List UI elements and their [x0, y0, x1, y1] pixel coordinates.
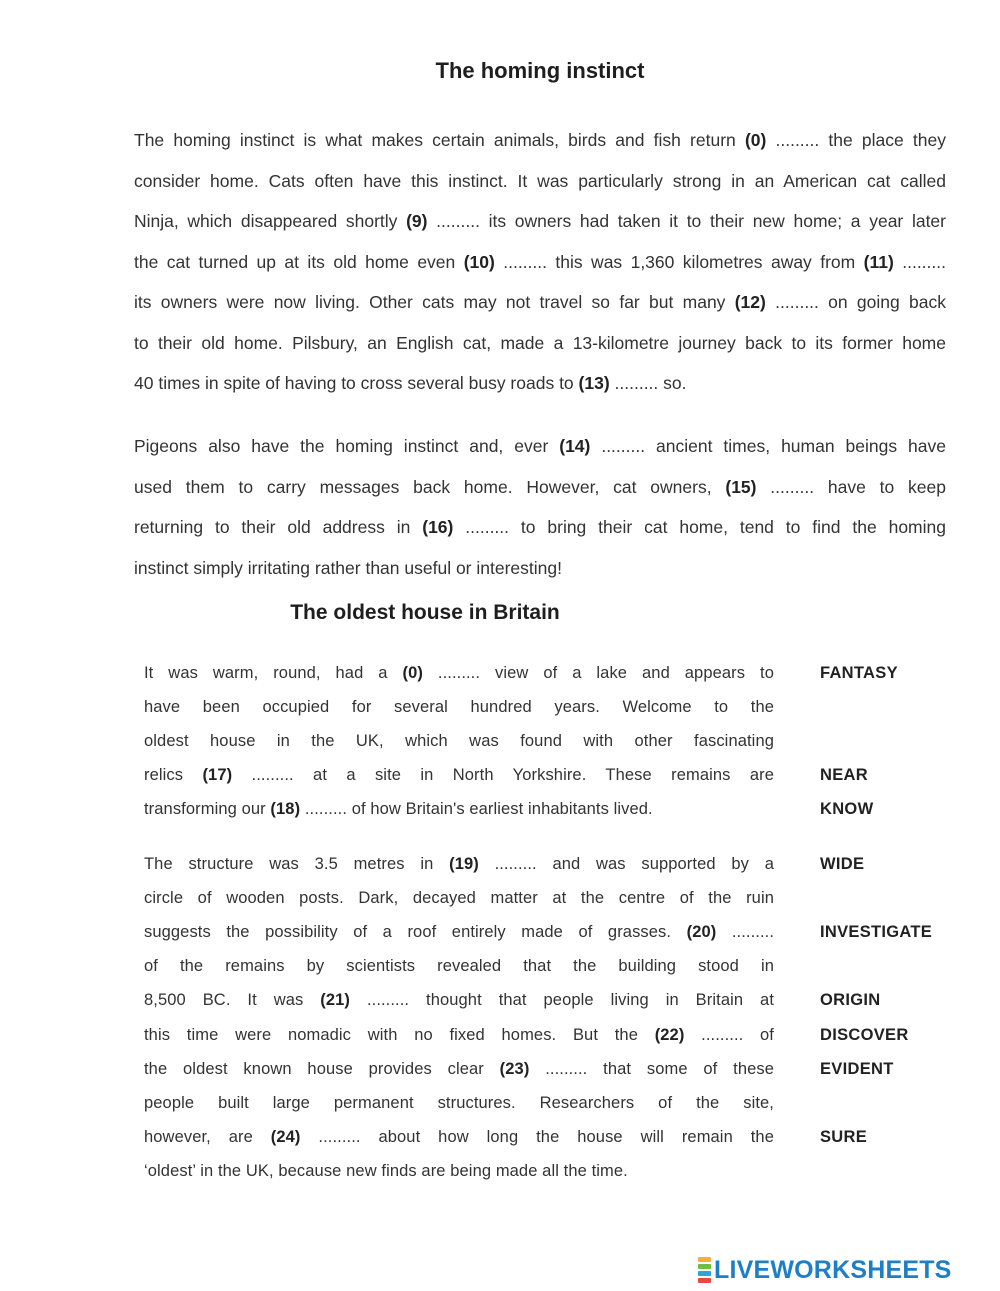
text-line [134, 426, 946, 467]
text-segment: to their old home. Pilsbury, an English cat, made a 13-kilometre journey back to its former home [134, 332, 946, 353]
text-segment: relics [144, 766, 203, 785]
text-row [0, 724, 1000, 758]
row-text [144, 847, 774, 881]
gap-number: (18) [270, 800, 301, 819]
row-text [144, 1154, 774, 1188]
gap-number: (15) [725, 476, 757, 497]
row-text [144, 1018, 774, 1052]
gap-number: (24) [270, 1127, 301, 1146]
text-row [0, 1120, 1000, 1154]
text-row [0, 1018, 1000, 1052]
text-line [134, 282, 946, 323]
text-segment: ......... and was supported by a [478, 855, 774, 873]
text-segment: ......... at a site in North Yorkshire. These remains are [232, 766, 774, 785]
text-line [134, 161, 946, 202]
text-segment: oldest house in the UK, which was found with other fascinating [144, 732, 774, 751]
text-segment: ......... have to keep [756, 476, 946, 497]
paragraph-homing-1 [134, 120, 946, 404]
text-segment: The homing instinct is what makes certain animals, birds and fish return [134, 130, 745, 150]
text-row [0, 758, 1000, 792]
text-segment: ......... view of a lake and appears to [422, 664, 774, 682]
text-segment: instinct simply irritating rather than useful or interesting! [134, 557, 562, 578]
text-segment: have been occupied for several hundred years. Welcome to the [144, 698, 774, 717]
text-row [0, 949, 1000, 983]
text-segment: ......... on going back [765, 292, 946, 312]
keyword: WIDE [820, 855, 865, 873]
logo-color-bar [698, 1264, 711, 1269]
text-line [134, 242, 946, 283]
text-segment: 40 times in spite of having to cross several busy roads to [134, 373, 579, 393]
text-segment: returning to their old address in [134, 517, 423, 537]
gap-number: (10) [463, 251, 495, 272]
text-segment: people built large permanent structures. Researchers of the site, [144, 1093, 774, 1112]
text-row [0, 1052, 1000, 1086]
text-segment: ......... so. [609, 373, 687, 393]
liveworksheets-logo-icon [698, 1257, 711, 1283]
text-segment: Ninja, which disappeared shortly [134, 211, 407, 231]
text-segment: ......... this was 1,360 kilometres away from [494, 251, 864, 272]
text-segment: ......... to bring their cat home, tend to find the homing [453, 517, 946, 537]
gap-number: (20) [686, 923, 717, 942]
text-segment: used them to carry messages back home. However, cat owners, [134, 476, 726, 497]
text-segment: the oldest known house provides clear [144, 1059, 500, 1078]
text-row [0, 847, 1000, 881]
row-text [144, 949, 774, 983]
text-segment: 8,500 BC. It was [144, 991, 321, 1010]
text-segment: its owners were now living. Other cats may not travel so far but many [134, 292, 735, 312]
text-row [0, 690, 1000, 724]
liveworksheets-logo [698, 1252, 952, 1288]
keyword: DISCOVER [820, 1025, 909, 1044]
keyword: SURE [820, 1127, 868, 1146]
logo-color-bar [698, 1278, 711, 1283]
gap-number: (23) [499, 1059, 530, 1078]
text-line [134, 120, 946, 161]
text-line [134, 467, 946, 508]
text-segment: ......... thought that people living in Britain at [350, 991, 775, 1010]
text-line [134, 323, 946, 364]
title-oldest-house: The oldest house in Britain [290, 601, 560, 624]
text-line [134, 548, 946, 589]
text-segment: ......... its owners had taken it to their new home; a year later [427, 211, 946, 231]
row-text [144, 881, 774, 915]
gap-number: (13) [578, 373, 610, 393]
row-text [144, 690, 774, 724]
logo-text: LIVEWORKSHEETS [714, 1255, 952, 1284]
keyword: EVIDENT [820, 1059, 894, 1078]
gap-number: (0) [744, 130, 767, 150]
gap-number: (12) [734, 292, 766, 312]
text-segment: ......... about how long the house will remain the [300, 1127, 774, 1146]
text-segment: this time were nomadic with no fixed homes. But the [144, 1025, 655, 1044]
text-segment: ......... ancient times, human beings have [590, 436, 947, 456]
gap-number: (0) [402, 664, 423, 682]
logo-color-bar [698, 1271, 711, 1276]
text-line [134, 201, 946, 242]
text-segment: ......... that some of these [529, 1059, 774, 1078]
text-row [0, 792, 1000, 826]
row-text [144, 983, 774, 1017]
gap-number: (22) [654, 1025, 685, 1044]
text-segment: ......... [716, 923, 775, 942]
gap-number: (19) [449, 855, 479, 873]
text-row [0, 1086, 1000, 1120]
row-text [144, 1120, 774, 1154]
row-text [144, 1052, 774, 1086]
text-line [134, 363, 946, 404]
text-segment: suggests the possibility of a roof entirely made of grasses. [144, 923, 687, 942]
row-text [144, 758, 774, 792]
text-segment: circle of wooden posts. Dark, decayed matter at the centre of the ruin [144, 889, 774, 908]
text-segment: Pigeons also have the homing instinct and, ever [134, 436, 560, 456]
text-segment: ‘oldest’ in the UK, because new finds are being made all the time. [144, 1161, 628, 1180]
keyword: INVESTIGATE [820, 923, 933, 942]
row-text [144, 724, 774, 758]
keyword: NEAR [820, 766, 868, 785]
text-row [0, 983, 1000, 1017]
text-segment: however, are [144, 1127, 271, 1146]
text-row [0, 656, 1000, 690]
text-segment: consider home. Cats often have this instinct. It was particularly strong in an American cat called [134, 170, 946, 191]
text-segment: The structure was 3.5 metres in [144, 855, 450, 873]
gap-number: (17) [202, 766, 233, 785]
text-segment: the cat turned up at its old home even [134, 251, 464, 272]
keyword: ORIGIN [820, 991, 881, 1010]
row-text [144, 792, 774, 826]
text-segment: ......... [893, 251, 946, 272]
keyword: FANTASY [820, 664, 898, 682]
text-segment: ......... of [684, 1025, 774, 1044]
paragraph-homing-2 [134, 426, 946, 588]
gap-number: (14) [559, 436, 591, 456]
logo-color-bar [698, 1257, 711, 1262]
title-homing-instinct: The homing instinct [435, 58, 645, 83]
text-row [0, 915, 1000, 949]
keyword: KNOW [820, 800, 874, 819]
row-text [144, 915, 774, 949]
text-segment: It was warm, round, had a [144, 664, 403, 682]
text-segment: of the remains by scientists revealed that the building stood in [144, 957, 774, 976]
gap-number: (9) [406, 211, 428, 231]
row-text [144, 656, 774, 690]
text-segment: ......... of how Britain's earliest inhabitants lived. [300, 800, 653, 819]
gap-number: (11) [863, 251, 894, 272]
gap-number: (16) [422, 517, 454, 537]
text-segment: transforming our [144, 800, 271, 819]
text-line [134, 507, 946, 548]
text-row [0, 881, 1000, 915]
gap-number: (21) [320, 991, 351, 1010]
row-text [144, 1086, 774, 1120]
text-segment: ......... the place they [766, 130, 946, 150]
text-row [0, 1154, 1000, 1188]
